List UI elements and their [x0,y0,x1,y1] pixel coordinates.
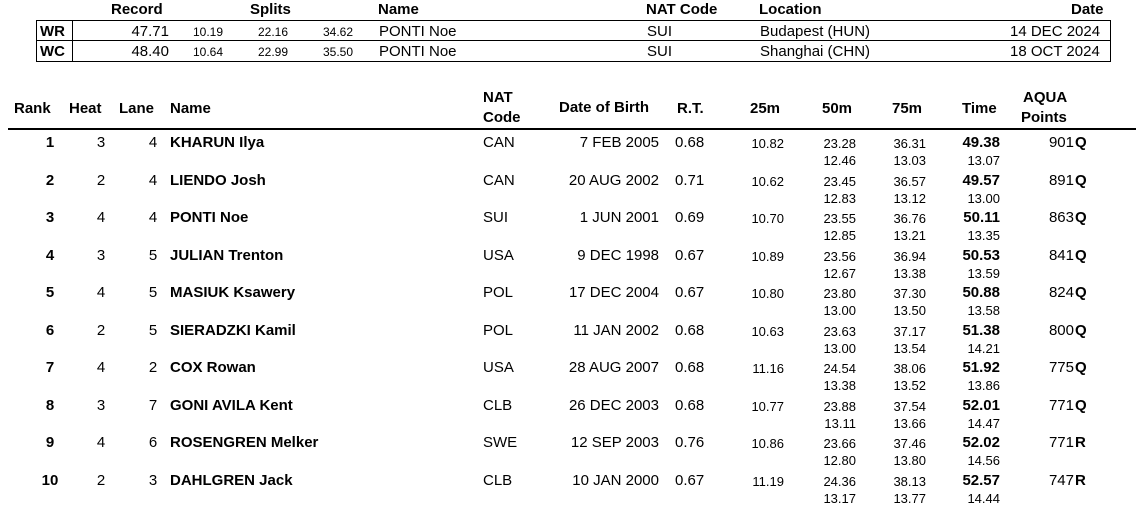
qualification-mark: Q [1075,209,1087,226]
qualification-mark: Q [1075,321,1087,339]
header-divider [8,128,1136,130]
split-25m: 10.89 [751,248,784,264]
split-lap-50: 12.67 [823,265,856,281]
record-time: 47.71 [131,23,169,40]
result-row [0,134,1136,172]
record-date: 18 OCT 2024 [1010,43,1100,60]
date-of-birth: 7 FEB 2005 [579,134,659,151]
results-header [0,87,1136,129]
lane: 6 [148,434,158,451]
aqua-points: 824 [1048,284,1074,301]
50m-header: 50m [822,100,853,117]
reaction-time: 0.71 [675,171,705,189]
rank: 2 [45,171,55,189]
result-row [0,284,1136,322]
aqua-points: 771 [1048,396,1074,414]
nat-code: POL [483,321,514,339]
aqua-points: 841 [1048,246,1074,264]
qualification-mark: Q [1075,246,1087,264]
lane: 4 [148,209,158,226]
record-date: 14 DEC 2024 [1010,23,1101,40]
split-lap-50: 13.00 [823,340,856,356]
time-header: Time [962,100,997,117]
records-header [0,0,1136,20]
split-lap-50: 12.85 [823,228,856,243]
rank: 8 [45,396,55,414]
result-row [0,247,1136,285]
dob-header: Date of Birth [559,99,649,116]
record-nat: SUI [647,43,673,60]
heat: 3 [96,396,106,414]
split-25m: 10.63 [751,323,784,339]
split-75m: 37.54 [893,398,926,414]
record-location: Budapest (HUN) [760,23,871,40]
athlete-name: JULIAN Trenton [170,246,284,264]
name-header: Name [170,100,211,117]
nat-code: USA [483,359,514,376]
final-time: 50.11 [963,209,1000,226]
date-of-birth: 26 DEC 2003 [568,396,659,414]
heat: 2 [96,171,106,189]
points-header: Points [1021,109,1067,126]
split-lap-75: 13.03 [893,153,926,168]
nat-header: NAT [483,89,513,106]
date-of-birth: 20 AUG 2002 [568,171,659,189]
split-lap-75: 13.77 [893,490,926,506]
split-lap-75: 13.52 [893,378,926,393]
result-row [0,397,1136,435]
split-25: 10.64 [193,45,224,59]
athlete-name: PONTI Noe [170,209,249,226]
split-lap-75: 13.21 [893,228,926,243]
athlete-name: DAHLGREN Jack [170,471,293,489]
lane: 5 [148,284,158,301]
split-50m: 23.66 [823,436,856,451]
date-header: Date [1071,1,1104,18]
split-50m: 24.36 [823,473,856,489]
date-of-birth: 11 JAN 2002 [573,321,659,339]
date-of-birth: 1 JUN 2001 [579,209,659,226]
athlete-name: GONI AVILA Kent [170,396,293,414]
reaction-time: 0.67 [675,471,705,489]
split-50m: 23.88 [823,398,856,414]
lane: 3 [148,471,158,489]
split-75m: 37.46 [893,436,926,451]
date-of-birth: 28 AUG 2007 [568,359,659,376]
split-50m: 23.56 [823,248,856,264]
rank: 7 [45,359,55,376]
split-50m: 23.80 [823,286,856,301]
nat-code: SUI [483,209,509,226]
record-code: WR [40,23,65,40]
heat: 3 [96,246,106,264]
reaction-time: 0.68 [675,321,705,339]
aqua-header: AQUA [1023,89,1068,106]
split-lap-100: 14.56 [967,453,1000,468]
split-25: 10.19 [193,25,224,39]
rank: 5 [45,284,55,301]
rank: 3 [45,209,55,226]
final-time: 49.38 [962,134,1000,151]
final-time: 52.02 [962,434,1000,451]
record-row [37,21,1110,41]
split-lap-100: 14.21 [967,340,1000,356]
aqua-points: 901 [1048,134,1074,151]
split-lap-75: 13.38 [893,265,926,281]
split-lap-75: 13.80 [893,453,926,468]
result-row [0,322,1136,360]
75m-header: 75m [892,100,923,117]
heat: 4 [96,434,106,451]
qualification-mark: Q [1075,134,1087,151]
record-holder: PONTI Noe [379,23,457,40]
heat: 2 [96,471,106,489]
split-25m: 10.70 [751,211,784,226]
lane-header: Lane [119,100,155,117]
split-75m: 36.94 [893,248,926,264]
result-row [0,209,1136,247]
name-header: Name [378,1,419,18]
heat: 4 [96,209,106,226]
nat-code: CLB [483,396,513,414]
result-row [0,359,1136,397]
record-time: 48.40 [131,43,169,60]
reaction-time: 0.68 [675,134,705,151]
split-75m: 37.17 [893,323,926,339]
rank: 4 [45,246,55,264]
split-lap-100: 13.59 [967,265,1000,281]
nat-code: CLB [483,471,513,489]
splits-header: Splits [250,1,291,18]
reaction-time: 0.67 [675,284,705,301]
final-time: 52.57 [962,471,1000,489]
final-time: 50.53 [962,246,1000,264]
athlete-name: COX Rowan [170,359,256,376]
split-50: 22.99 [258,45,289,59]
athlete-name: ROSENGREN Melker [170,434,319,451]
split-lap-50: 13.11 [824,415,856,431]
nat-code: USA [483,246,514,264]
split-25m: 11.19 [752,473,784,489]
nat-code: CAN [483,134,515,151]
split-lap-100: 13.35 [967,228,1000,243]
date-of-birth: 17 DEC 2004 [568,284,659,301]
location-header: Location [759,1,822,18]
heat: 4 [96,359,106,376]
split-lap-100: 13.58 [967,303,1000,318]
split-lap-75: 13.66 [893,415,926,431]
split-75m: 36.76 [893,211,926,226]
record-location: Shanghai (CHN) [760,43,871,60]
rank: 10 [41,471,59,489]
split-lap-50: 12.83 [823,190,856,206]
split-50m: 23.45 [823,173,856,189]
qualification-mark: Q [1075,359,1087,376]
reaction-time: 0.76 [675,434,705,451]
athlete-name: KHARUN Ilya [170,134,265,151]
25m-header: 25m [750,100,781,117]
nat-code-header: NAT Code [646,1,718,18]
qualification-mark: Q [1075,171,1087,189]
result-row [0,472,1136,510]
heat: 2 [96,321,106,339]
lane: 4 [148,134,158,151]
lane: 7 [148,396,158,414]
rank: 1 [45,134,55,151]
final-time: 52.01 [962,396,1000,414]
split-25m: 10.86 [751,436,784,451]
athlete-name: MASIUK Ksawery [170,284,296,301]
athlete-name: SIERADZKI Kamil [170,321,296,339]
rank: 6 [45,321,55,339]
aqua-points: 747 [1048,471,1074,489]
heat: 3 [96,134,106,151]
nat-code: CAN [483,171,515,189]
lane: 5 [148,246,158,264]
split-50m: 23.28 [823,136,856,151]
split-lap-100: 13.86 [967,378,1000,393]
split-lap-50: 12.80 [823,453,856,468]
split-75m: 38.06 [893,361,926,376]
final-time: 51.92 [962,359,1000,376]
split-lap-100: 14.44 [967,490,1000,506]
final-time: 50.88 [962,284,1000,301]
split-75: 34.62 [323,25,354,39]
split-25m: 10.82 [751,136,784,151]
records-table [36,20,1111,62]
split-75m: 37.30 [893,286,926,301]
split-25m: 11.16 [752,361,784,376]
split-lap-100: 13.07 [967,153,1000,168]
split-lap-50: 12.46 [823,153,856,168]
split-50: 22.16 [258,25,289,39]
split-75m: 36.31 [893,136,926,151]
split-25m: 10.80 [751,286,784,301]
lane: 2 [148,359,158,376]
aqua-points: 775 [1048,359,1074,376]
rt-header: R.T. [677,100,704,117]
split-lap-50: 13.17 [823,490,856,506]
heat: 4 [96,284,106,301]
split-lap-100: 13.00 [967,190,1000,206]
record-row [37,41,1110,61]
split-lap-75: 13.50 [893,303,926,318]
split-lap-100: 14.47 [967,415,1000,431]
lane: 5 [148,321,158,339]
rank-header: Rank [14,100,51,117]
qualification-mark: R [1075,471,1086,489]
split-lap-50: 13.00 [823,303,856,318]
rank: 9 [45,434,55,451]
record-code: WC [40,43,65,60]
record-holder: PONTI Noe [379,43,457,60]
date-of-birth: 10 JAN 2000 [572,471,659,489]
reaction-time: 0.68 [675,396,705,414]
date-of-birth: 12 SEP 2003 [570,434,659,451]
date-of-birth: 9 DEC 1998 [577,246,659,264]
record-header: Record [111,1,163,18]
split-lap-75: 13.12 [893,190,926,206]
result-row [0,172,1136,210]
aqua-points: 891 [1048,171,1074,189]
final-time: 51.38 [962,321,1000,339]
nat-code: SWE [483,434,518,451]
aqua-points: 800 [1048,321,1074,339]
split-75m: 38.13 [893,473,926,489]
split-75: 35.50 [323,45,354,59]
aqua-points: 771 [1048,434,1074,451]
qualification-mark: Q [1075,284,1087,301]
code-header: Code [483,109,521,126]
qualification-mark: R [1075,434,1086,451]
lane: 4 [148,171,158,189]
split-50m: 23.55 [823,211,856,226]
heat-header: Heat [69,100,102,117]
split-50m: 23.63 [823,323,856,339]
record-nat: SUI [647,23,673,40]
split-25m: 10.77 [751,398,784,414]
athlete-name: LIENDO Josh [170,171,266,189]
reaction-time: 0.68 [675,359,705,376]
split-lap-75: 13.54 [893,340,926,356]
aqua-points: 863 [1048,209,1074,226]
split-75m: 36.57 [893,173,926,189]
split-50m: 24.54 [823,361,856,376]
nat-code: POL [483,284,514,301]
split-lap-50: 13.38 [823,378,856,393]
reaction-time: 0.67 [675,246,705,264]
reaction-time: 0.69 [675,209,705,226]
split-25m: 10.62 [751,173,784,189]
result-row [0,434,1136,472]
qualification-mark: Q [1075,396,1087,414]
final-time: 49.57 [962,171,1000,189]
